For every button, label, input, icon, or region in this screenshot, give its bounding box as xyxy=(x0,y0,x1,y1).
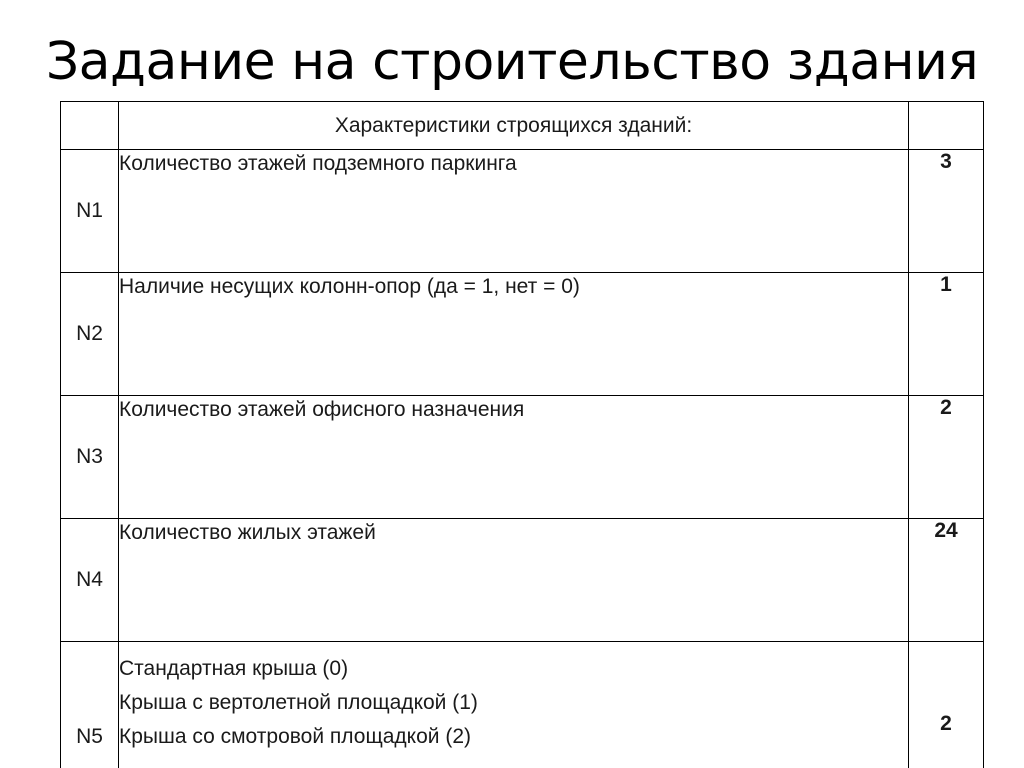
slide-title: Задание на строительство здания xyxy=(45,32,979,92)
row-description xyxy=(119,273,909,396)
row-value: 24 xyxy=(909,519,984,642)
header-label-cell: Характеристики строящихся зданий: xyxy=(119,102,909,150)
row-description-line: Стандартная крыша (0) xyxy=(119,657,349,680)
row-number: N4 xyxy=(61,519,119,642)
table-row xyxy=(61,519,984,642)
building-specs-table xyxy=(60,101,984,768)
row-description xyxy=(119,150,909,273)
row-description xyxy=(119,396,909,519)
table-row xyxy=(61,273,984,396)
row-value: 3 xyxy=(909,150,984,273)
row-description xyxy=(119,519,909,642)
row-number: N2 xyxy=(61,273,119,396)
row-number: N5 xyxy=(61,642,119,768)
row-description xyxy=(119,642,909,768)
row-description-line: Количество этажей подземного паркинга xyxy=(119,152,517,175)
row-description-line: Количество этажей офисного назначения xyxy=(119,398,525,421)
row-value: 2 xyxy=(909,642,984,768)
row-description-line: Крыша с вертолетной площадкой (1) xyxy=(119,691,478,714)
row-description-line: Крыша со смотровой площадкой (2) xyxy=(119,725,471,748)
row-number: N3 xyxy=(61,396,119,519)
table-row xyxy=(61,396,984,519)
table-row xyxy=(61,150,984,273)
header-number-cell xyxy=(61,102,119,150)
row-value: 2 xyxy=(909,396,984,519)
header-value-cell xyxy=(909,102,984,150)
row-description-line: Наличие несущих колонн-опор (да = 1, нет = 0) xyxy=(119,275,580,298)
row-value: 1 xyxy=(909,273,984,396)
table-header-row xyxy=(61,102,984,150)
row-description-line: Количество жилых этажей xyxy=(119,521,376,544)
row-number: N1 xyxy=(61,150,119,273)
table-row xyxy=(61,642,984,768)
